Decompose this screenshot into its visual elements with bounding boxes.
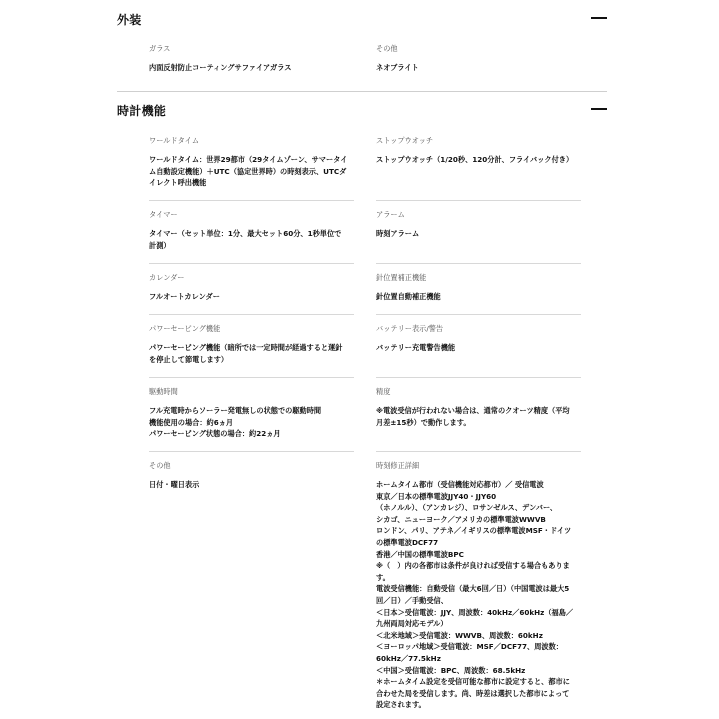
spec-world-time: [149, 136, 354, 189]
spec-value: バッテリー充電警告機能: [376, 343, 456, 352]
spec-battery: [376, 324, 581, 354]
spec-glass: [149, 44, 354, 74]
collapse-icon[interactable]: [591, 17, 607, 19]
row-divider: [376, 200, 581, 201]
spec-value: 針位置自動補正機能: [376, 292, 441, 301]
row-divider: [149, 377, 354, 378]
spec-label: ワールドタイム: [149, 136, 200, 145]
spec-label: 時刻修正詳細: [376, 461, 420, 470]
spec-value: ワールドタイム：世界29都市（29タイムゾーン、サマータイ ム自動設定機能）＋UTC（協定世界時）の時刻表示、UTCダ イレクト呼出機能: [149, 155, 348, 188]
spec-value: 内面反射防止コーティングサファイアガラス: [149, 63, 292, 72]
spec-label: 精度: [376, 387, 391, 396]
section-divider: [117, 91, 607, 92]
spec-value: 時刻アラーム: [376, 229, 420, 238]
section-title: 外装: [117, 13, 142, 27]
collapse-icon[interactable]: [591, 108, 607, 110]
row-divider: [149, 451, 354, 452]
spec-label: タイマー: [149, 210, 178, 219]
spec-label: アラーム: [376, 210, 405, 219]
spec-calendar: [149, 273, 354, 303]
spec-power-saving: [149, 324, 354, 365]
spec-alarm: [376, 210, 581, 240]
spec-label: バッテリー表示/警告: [376, 324, 444, 333]
row-divider: [376, 451, 581, 452]
spec-value: ※電波受信が行われない場合は、通常のクオーツ精度（平均 月差±15秒）で動作します。: [376, 406, 570, 427]
row-divider: [149, 200, 354, 201]
spec-value: ホームタイム都市（受信機能対応都市）／ 受信電波 東京／日本の標準電波JJY40・JJY60 （ホノルル）、（アンカレジ）、ロサンゼルス、デンバー、 シカゴ、ニューヨーク／アメリカの標準電波WWVB ロンドン、パリ、アテネ／イギリスの標準電波MSF・ドイツ の標準電波DCF77 香港／中国の標準電波BPC ※（ ）内の各都市は条件が良ければ受信する場合もありま す。 電波受信機能：自動受信（最大6回／日）（中国電波は最大5 回／日）／手動受信、 ＜日本＞受信電波：JJY、周波数：40kHz／60kHz（福島／ 九州両局対応モデル） ＜北米地域＞受信電波：WWVB、周波数：60kHz ＜ヨーロッパ地域＞受信電波：MSF／DCF77、周波数： 60kHz／77.5kHz ＜中国＞受信電波：BPC、周波数：68.5kHz ＊ホームタイム設定を受信可能な都市に設定すると、都市に 合わせた局を受信します。尚、時差は選択した都市によって 設定されます。: [376, 480, 574, 710]
spec-exterior-other: [376, 44, 581, 74]
spec-label: ガラス: [149, 44, 171, 53]
spec-time-correction: [376, 461, 581, 711]
spec-label: その他: [149, 461, 171, 470]
spec-value: ネオブライト: [376, 63, 419, 72]
spec-value: ストップウオッチ（1/20秒、120分計、フライバック付き）: [376, 155, 574, 164]
spec-drive-time: [149, 387, 354, 440]
row-divider: [376, 377, 581, 378]
spec-value: パワーセービング機能（暗所では一定時間が経過すると運針 を停止して節電します）: [149, 343, 343, 364]
spec-value: フル充電時からソーラー発電無しの状態での駆動時間 機能使用の場合：約6ヵ月 パワーセービング状態の場合：約22ヵ月: [149, 406, 322, 439]
section-header-functions[interactable]: [117, 100, 607, 120]
spec-value: タイマー（セット単位：1分、最大セット60分、1秒単位で 計測）: [149, 229, 342, 250]
spec-value: 日付・曜日表示: [149, 480, 200, 489]
spec-label: カレンダー: [149, 273, 185, 282]
spec-label: ストップウオッチ: [376, 136, 434, 145]
spec-timer: [149, 210, 354, 251]
spec-value: フルオートカレンダー: [149, 292, 220, 301]
spec-function-other: [149, 461, 354, 491]
spec-label: 駆動時間: [149, 387, 178, 396]
row-divider: [376, 314, 581, 315]
section-header-exterior[interactable]: [117, 9, 607, 29]
spec-label: パワーセービング機能: [149, 324, 221, 333]
row-divider: [376, 263, 581, 264]
spec-label: その他: [376, 44, 398, 53]
spec-label: 針位置補正機能: [376, 273, 427, 282]
row-divider: [149, 263, 354, 264]
section-title: 時計機能: [117, 104, 167, 118]
spec-accuracy: [376, 387, 581, 428]
spec-hand-correction: [376, 273, 581, 303]
row-divider: [149, 314, 354, 315]
spec-stopwatch: [376, 136, 581, 166]
